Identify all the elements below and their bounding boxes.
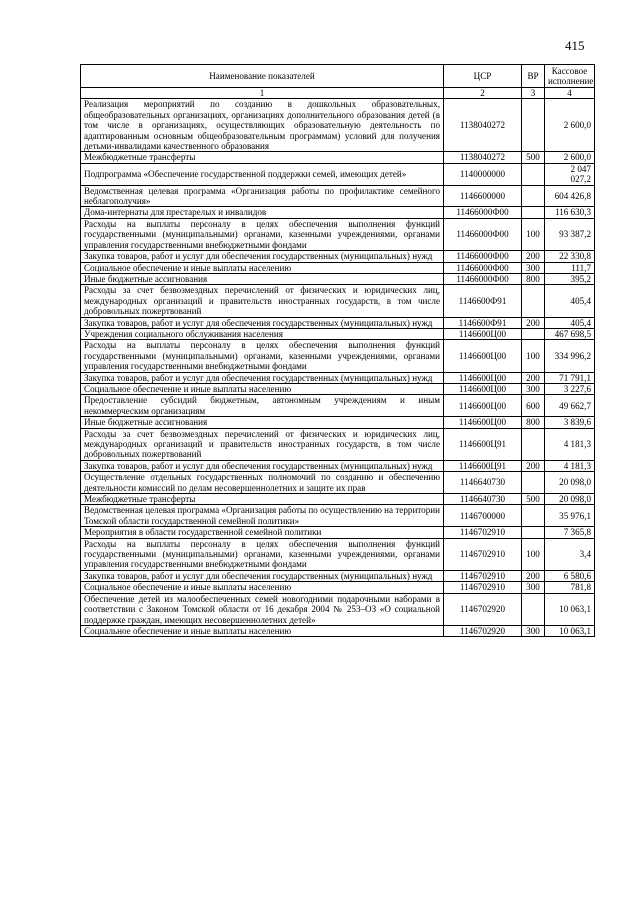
row-name: Реализация мероприятий по созданию в дошкольных образовательных, общеобразовательных организациях, организациях дополнительного образования детей (в том числе в организациях, осуществляющих образовательную деятельность по адаптированным основным общеобразовательным программам) условий для получения детьми-инвалидами качественного образования bbox=[81, 99, 444, 152]
row-sum: 10 063,1 bbox=[545, 625, 595, 636]
row-sum: 467 698,5 bbox=[545, 328, 595, 339]
row-name: Обеспечение детей из малообеспеченных семей новогодними подарочными наборами в соответствии с Законом Томской области от 16 декабря 2004 № 253–ОЗ «О социальной поддержке граждан, имеющих несовершеннолетних детей» bbox=[81, 593, 444, 625]
row-sum: 4 181,3 bbox=[545, 460, 595, 471]
row-csr: 11466000Ф00 bbox=[444, 262, 522, 273]
row-name: Расходы на выплаты персоналу в целях обеспечения выполнения функций государственными (муниципальными) органами, казенными учреждениями, органами управления государственными внебюджетными фондами bbox=[81, 218, 444, 250]
row-vr: 100 bbox=[522, 538, 545, 570]
row-vr bbox=[522, 163, 545, 185]
row-name: Закупка товаров, работ и услуг для обеспечения государственных (муниципальных) нужд bbox=[81, 460, 444, 471]
column-index: 3 bbox=[522, 88, 545, 99]
row-sum: 3 227,6 bbox=[545, 383, 595, 394]
row-csr: 11466000Ф00 bbox=[444, 251, 522, 262]
table-row bbox=[81, 593, 595, 625]
row-vr: 300 bbox=[522, 625, 545, 636]
table-row bbox=[81, 251, 595, 262]
table-row bbox=[81, 273, 595, 284]
row-sum: 2 600,0 bbox=[545, 152, 595, 163]
row-csr: 1146600Ц00 bbox=[444, 417, 522, 428]
row-vr bbox=[522, 428, 545, 460]
row-name: Расходы за счет безвозмездных перечислений от физических и юридических лиц, международных организаций и правительств иностранных государств, в том числе добровольных пожертвований bbox=[81, 285, 444, 317]
row-name: Ведомственная целевая программа «Организация работы по профилактике семейного неблагополучия» bbox=[81, 185, 444, 207]
row-sum: 111,7 bbox=[545, 262, 595, 273]
row-csr: 1146600Ц00 bbox=[444, 328, 522, 339]
row-vr: 200 bbox=[522, 570, 545, 581]
row-vr bbox=[522, 328, 545, 339]
row-sum: 20 098,0 bbox=[545, 472, 595, 494]
table-row bbox=[81, 317, 595, 328]
table-row bbox=[81, 472, 595, 494]
row-sum: 71 791,1 bbox=[545, 372, 595, 383]
table-row bbox=[81, 538, 595, 570]
row-csr: 1146600000 bbox=[444, 185, 522, 207]
row-vr: 200 bbox=[522, 317, 545, 328]
row-csr: 1146702910 bbox=[444, 527, 522, 538]
row-csr: 1146600Ц00 bbox=[444, 383, 522, 394]
table-row bbox=[81, 460, 595, 471]
row-name: Социальное обеспечение и иные выплаты населению bbox=[81, 625, 444, 636]
row-vr: 300 bbox=[522, 582, 545, 593]
row-name: Закупка товаров, работ и услуг для обеспечения государственных (муниципальных) нужд bbox=[81, 570, 444, 581]
row-sum: 405,4 bbox=[545, 285, 595, 317]
header-name: Наименование показателей bbox=[81, 65, 444, 88]
row-name: Осуществление отдельных государственных полномочий по созданию и обеспечению деятельности комиссий по делам несовершеннолетних и защите их прав bbox=[81, 472, 444, 494]
row-sum: 405,4 bbox=[545, 317, 595, 328]
row-csr: 1146600Ф91 bbox=[444, 285, 522, 317]
row-sum: 2 600,0 bbox=[545, 99, 595, 152]
row-csr: 1146640730 bbox=[444, 472, 522, 494]
row-sum: 4 181,3 bbox=[545, 428, 595, 460]
table-row bbox=[81, 383, 595, 394]
row-csr: 1146600Ц00 bbox=[444, 340, 522, 372]
row-csr: 1146702910 bbox=[444, 538, 522, 570]
row-csr: 1138040272 bbox=[444, 152, 522, 163]
table-row bbox=[81, 372, 595, 383]
row-csr: 1146600Ц91 bbox=[444, 428, 522, 460]
row-name: Ведомственная целевая программа «Организация работы по осуществлению на территории Томской области государственной семейной политики» bbox=[81, 505, 444, 527]
row-name: Расходы за счет безвозмездных перечислений от физических и юридических лиц, международных организаций и правительств иностранных государств, в том числе добровольных пожертвований bbox=[81, 428, 444, 460]
page-number: 415 bbox=[565, 38, 585, 53]
row-sum: 35 976,1 bbox=[545, 505, 595, 527]
row-vr: 500 bbox=[522, 152, 545, 163]
row-csr: 11466000Ф00 bbox=[444, 218, 522, 250]
row-name: Межбюджетные трансферты bbox=[81, 152, 444, 163]
row-vr: 800 bbox=[522, 273, 545, 284]
row-sum: 7 365,8 bbox=[545, 527, 595, 538]
row-csr: 1146600Ц00 bbox=[444, 372, 522, 383]
row-vr bbox=[522, 207, 545, 218]
row-vr: 200 bbox=[522, 460, 545, 471]
row-name: Закупка товаров, работ и услуг для обеспечения государственных (муниципальных) нужд bbox=[81, 317, 444, 328]
row-csr: 1146600Ц91 bbox=[444, 460, 522, 471]
table-row bbox=[81, 285, 595, 317]
table-row bbox=[81, 207, 595, 218]
row-sum: 10 063,1 bbox=[545, 593, 595, 625]
row-csr: 1138040272 bbox=[444, 99, 522, 152]
table-row bbox=[81, 99, 595, 152]
table-row bbox=[81, 185, 595, 207]
row-name: Расходы на выплаты персоналу в целях обеспечения выполнения функций государственными (муниципальными) органами, казенными учреждениями, органами управления государственными внебюджетными фондами bbox=[81, 538, 444, 570]
row-name: Закупка товаров, работ и услуг для обеспечения государственных (муниципальных) нужд bbox=[81, 251, 444, 262]
row-vr: 200 bbox=[522, 372, 545, 383]
row-sum: 116 630,3 bbox=[545, 207, 595, 218]
row-vr bbox=[522, 505, 545, 527]
row-name: Расходы на выплаты персоналу в целях обеспечения выполнения функций государственными (муниципальными) органами, казенными учреждениями, органами управления государственными внебюджетными фондами bbox=[81, 340, 444, 372]
table-row bbox=[81, 428, 595, 460]
row-vr bbox=[522, 185, 545, 207]
row-sum: 781,8 bbox=[545, 582, 595, 593]
row-vr: 300 bbox=[522, 262, 545, 273]
row-sum: 334 996,2 bbox=[545, 340, 595, 372]
row-csr: 1146702920 bbox=[444, 593, 522, 625]
row-vr bbox=[522, 285, 545, 317]
table-row bbox=[81, 218, 595, 250]
table-row bbox=[81, 152, 595, 163]
column-index: 4 bbox=[545, 88, 595, 99]
row-sum: 20 098,0 bbox=[545, 494, 595, 505]
row-vr bbox=[522, 472, 545, 494]
row-csr: 1146700000 bbox=[444, 505, 522, 527]
row-name: Межбюджетные трансферты bbox=[81, 494, 444, 505]
row-vr bbox=[522, 593, 545, 625]
row-csr: 11466000Ф00 bbox=[444, 207, 522, 218]
column-index: 1 bbox=[81, 88, 444, 99]
row-name: Учреждения социального обслуживания населения bbox=[81, 328, 444, 339]
row-sum: 22 330,8 bbox=[545, 251, 595, 262]
table-row bbox=[81, 494, 595, 505]
row-name: Социальное обеспечение и иные выплаты населению bbox=[81, 262, 444, 273]
header-csr: ЦСР bbox=[444, 65, 522, 88]
table-row bbox=[81, 328, 595, 339]
row-csr: 11466000Ф00 bbox=[444, 273, 522, 284]
row-sum: 2 047 027,2 bbox=[545, 163, 595, 185]
row-sum: 3 839,6 bbox=[545, 417, 595, 428]
row-sum: 395,2 bbox=[545, 273, 595, 284]
row-vr: 300 bbox=[522, 383, 545, 394]
table-row bbox=[81, 582, 595, 593]
row-name: Дома-интернаты для престарелых и инвалидов bbox=[81, 207, 444, 218]
row-vr bbox=[522, 99, 545, 152]
row-sum: 49 662,7 bbox=[545, 395, 595, 417]
row-name: Иные бюджетные ассигнования bbox=[81, 417, 444, 428]
row-csr: 1140000000 bbox=[444, 163, 522, 185]
row-vr: 100 bbox=[522, 340, 545, 372]
column-index: 2 bbox=[444, 88, 522, 99]
header-sum: Кассовое исполнение bbox=[545, 65, 595, 88]
row-sum: 604 426,8 bbox=[545, 185, 595, 207]
row-sum: 93 387,2 bbox=[545, 218, 595, 250]
header-vr: ВР bbox=[522, 65, 545, 88]
row-sum: 6 580,6 bbox=[545, 570, 595, 581]
row-vr bbox=[522, 527, 545, 538]
row-vr: 100 bbox=[522, 218, 545, 250]
row-csr: 1146702920 bbox=[444, 625, 522, 636]
row-name: Закупка товаров, работ и услуг для обеспечения государственных (муниципальных) нужд bbox=[81, 372, 444, 383]
table-row bbox=[81, 340, 595, 372]
row-csr: 1146702910 bbox=[444, 570, 522, 581]
row-name: Иные бюджетные ассигнования bbox=[81, 273, 444, 284]
row-csr: 1146640730 bbox=[444, 494, 522, 505]
header-row bbox=[81, 65, 595, 88]
budget-table bbox=[80, 64, 595, 637]
row-name: Подпрограмма «Обеспечение государственной поддержки семей, имеющих детей» bbox=[81, 163, 444, 185]
row-csr: 1146600Ф91 bbox=[444, 317, 522, 328]
table-row bbox=[81, 163, 595, 185]
row-name: Социальное обеспечение и иные выплаты населению bbox=[81, 582, 444, 593]
table-row bbox=[81, 395, 595, 417]
row-vr: 800 bbox=[522, 417, 545, 428]
row-name: Социальное обеспечение и иные выплаты населению bbox=[81, 383, 444, 394]
row-vr: 200 bbox=[522, 251, 545, 262]
table-row bbox=[81, 417, 595, 428]
row-csr: 1146600Ц00 bbox=[444, 395, 522, 417]
table-row bbox=[81, 625, 595, 636]
table-row bbox=[81, 570, 595, 581]
row-name: Предоставление субсидий бюджетным, автономным учреждениям и иным некоммерческим организациям bbox=[81, 395, 444, 417]
table-row bbox=[81, 262, 595, 273]
row-vr: 600 bbox=[522, 395, 545, 417]
table-row bbox=[81, 527, 595, 538]
row-csr: 1146702910 bbox=[444, 582, 522, 593]
column-index-row bbox=[81, 88, 595, 99]
table-row bbox=[81, 505, 595, 527]
row-sum: 3,4 bbox=[545, 538, 595, 570]
row-vr: 500 bbox=[522, 494, 545, 505]
row-name: Мероприятия в области государственной семейной политики bbox=[81, 527, 444, 538]
